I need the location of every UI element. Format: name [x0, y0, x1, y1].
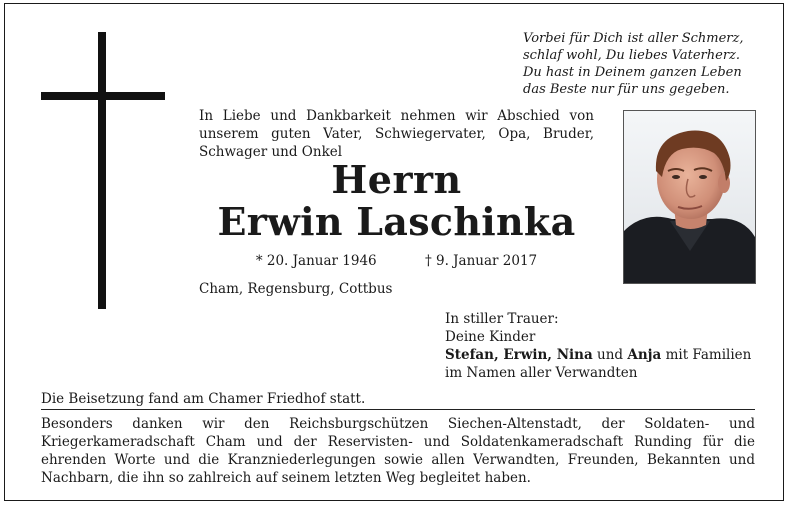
- portrait-photo: [623, 110, 756, 284]
- mourners-children: Deine Kinder: [445, 329, 536, 345]
- poem-line: Vorbei für Dich ist aller Schmerz,: [523, 31, 744, 46]
- divider: [41, 409, 755, 410]
- poem-line: das Beste nur für uns gegeben.: [523, 82, 730, 97]
- deceased-name: Erwin Laschinka: [217, 199, 576, 244]
- mourners: [445, 310, 760, 382]
- cross-icon-bar: [41, 92, 165, 100]
- birth-date: * 20. Januar 1946: [255, 253, 377, 269]
- poem-line: Du hast in Deinem ganzen Leben: [523, 65, 742, 80]
- burial-note: Die Beisetzung fand am Chamer Friedhof statt.: [41, 391, 366, 407]
- mourners-names: [445, 346, 760, 364]
- places: Cham, Regensburg, Cottbus: [199, 281, 393, 297]
- salutation: Herrn: [331, 157, 462, 202]
- poem-line: schlaf wohl, Du liebes Vaterherz.: [523, 48, 741, 63]
- life-dates: [199, 252, 594, 270]
- death-date: † 9. Januar 2017: [424, 253, 538, 269]
- poem: [523, 30, 763, 98]
- mourners-and: und: [592, 347, 628, 363]
- thanks-text: Besonders danken wir den Reichsburgschützen Siechen-Altenstadt, der Soldaten- und Kriegerkameradschaft Cham und der Reservisten- und Soldatenkameradschaft Runding für die ehrenden Worte und die Kranzniederlegungen sowie allen Verwandten, Freunden, Bekannten und Nachbarn, die ihn so zahlreich auf seinem letzten Weg begleitet haben.: [41, 416, 755, 486]
- mourners-name-anja: Anja: [627, 347, 662, 363]
- obituary-frame: [4, 3, 784, 501]
- mourners-names-bold: Stefan, Erwin, Nina: [445, 347, 593, 363]
- mourners-relatives: im Namen aller Verwandten: [445, 365, 638, 381]
- intro-text: In Liebe und Dankbarkeit nehmen wir Abschied von unserem guten Vater, Schwiegervater, Opa, Bruder, Schwager und Onkel: [199, 108, 594, 160]
- name-block: [199, 159, 594, 243]
- cross-icon: [98, 32, 106, 309]
- mourners-heading: In stiller Trauer:: [445, 311, 559, 327]
- mourners-families: mit Familien: [661, 347, 752, 363]
